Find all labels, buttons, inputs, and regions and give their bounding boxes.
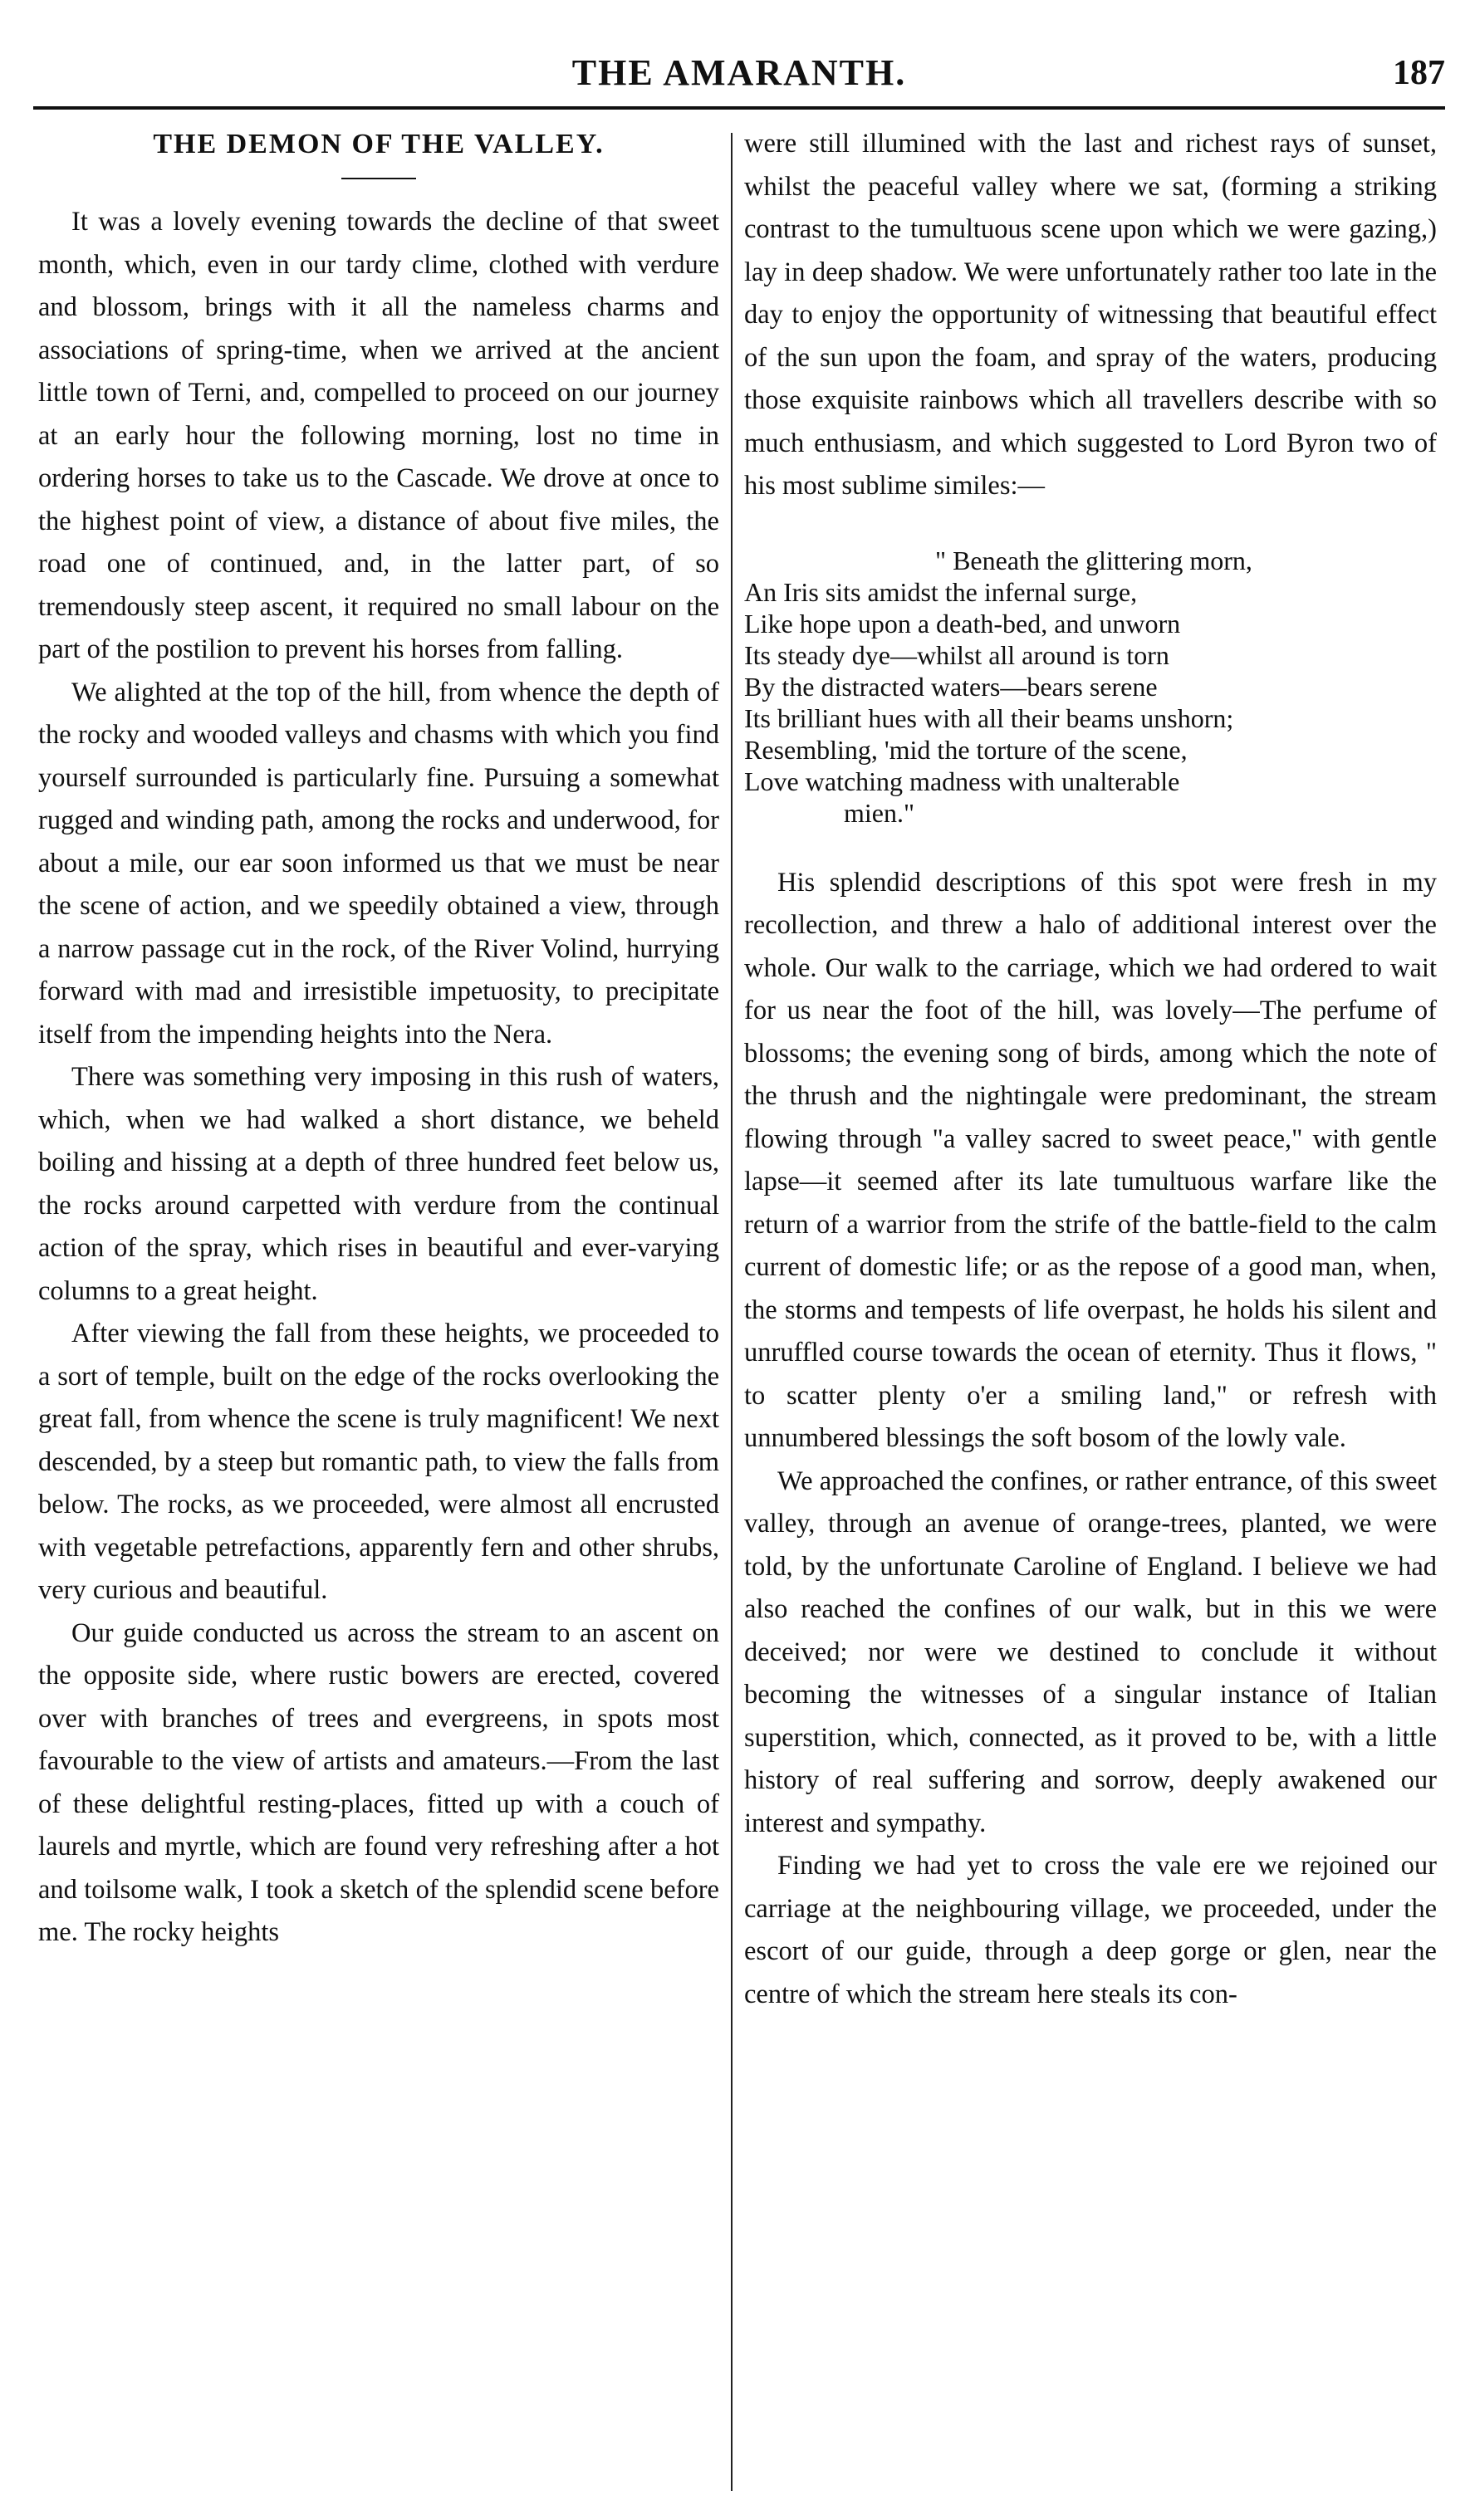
verse-line: Love watching madness with unalterable	[744, 766, 1180, 796]
article-title: THE DEMON OF THE VALLEY.	[153, 129, 605, 159]
running-title: THE AMARANTH.	[571, 52, 907, 93]
paragraph-left-3: There was something very imposing in this rush of waters, which, when we had walked a short distance, we beheld boiling and hissing at a depth of three hundred feet below us, the rocks around carpetted with verdure from the continual action of the spray, which rises in beautiful and ever-varying columns to a great height.	[38, 1062, 719, 1306]
paragraph-left-1: It was a lovely evening towards the decline of that sweet month, which, even in our tardy clime, clothed with verdure and blossom, brings with it all the nameless charms and associations of spring-time, when we arrived at the ancient little town of Terni, and, compelled to proceed on our journey at an early hour the following morning, lost no time in ordering horses to take us to the Cascade. We drove at once to the highest point of view, a distance of about five miles, the road one of continued, and, in the latter part, of so tremendously steep ascent, it required no small labour on the part of the postilion to prevent his horses from falling.	[38, 207, 719, 664]
byron-quotation	[744, 545, 1437, 829]
verse-line: An Iris sits amidst the infernal surge,	[744, 576, 1138, 607]
title-rule	[341, 178, 416, 179]
paragraph-right-continued: were still illumined with the last and richest rays of sunset, whilst the peaceful valley where we sat, (forming a striking contrast to the tumultuous scene upon which we were gazing,) lay in deep shadow. We were unfortunately rather too late in the day to enjoy the opportunity of witnessing that beautiful effect of the sun upon the foam, and spray of the waters, producing those exquisite rainbows which all travellers describe with so much enthusiasm, and which suggested to Lord Byron two of his most sublime similes:—	[744, 129, 1437, 501]
verse-line: Resembling, 'mid the torture of the scene,	[744, 734, 1188, 765]
verse-line: By the distracted waters—bears serene	[744, 671, 1158, 702]
paragraph-right-2: We approached the confines, or rather entrance, of this sweet valley, through an avenue of orange-trees, planted, we were told, by the unfortunate Caroline of England. I believe we had also reached the confines of our walk, but in this we were deceived; nor were we destined to conclude it without becoming the witnesses of a singular instance of Italian superstition, which, connected, as it proved to be, with a little history of real suffering and sorrow, deeply awakened our interest and sympathy.	[744, 1466, 1437, 1838]
right-column	[744, 123, 1437, 2016]
left-column	[38, 123, 719, 1955]
verse-line: " Beneath the glittering morn,	[935, 545, 1252, 575]
page-header	[33, 51, 1445, 101]
verse-line: Like hope upon a death-bed, and unworn	[744, 608, 1181, 639]
page-number: 187	[1393, 54, 1445, 92]
column-divider	[731, 133, 733, 2491]
paragraph-left-2: We alighted at the top of the hill, from whence the depth of the rocky and wooded valleys and chasms with which you find yourself surrounded is particularly fine. Pursuing a somewhat rugged and winding path, among the rocks and underwood, for about a mile, our ear soon informed us that we must be near the scene of action, and we speedily obtained a view, through a narrow passage cut in the rock, of the River Volind, hurrying forward with mad and irresistible impetuosity, to precipitate itself from the impending heights into the Nera.	[38, 677, 719, 1050]
verse-line: mien."	[844, 797, 915, 828]
verse-line: Its steady dye—whilst all around is torn	[744, 639, 1169, 670]
verse-line: Its brilliant hues with all their beams unshorn;	[744, 702, 1234, 733]
paragraph-left-4: After viewing the fall from these heights, we proceeded to a sort of temple, built on the edge of the rocks overlooking the great fall, from whence the scene is truly magnificent! We next descended, by a steep but romantic path, to view the falls from below. The rocks, as we proceeded, were almost all encrusted with vegetable petrefactions, apparently fern and other shrubs, very curious and beautiful.	[38, 1319, 719, 1605]
header-rule	[33, 106, 1445, 110]
paragraph-right-3: Finding we had yet to cross the vale ere we rejoined our carriage at the neighbouring village, we proceeded, under the escort of our guide, through a deep gorge or glen, near the centre of which the stream here steals its con-	[744, 1851, 1437, 2009]
paragraph-left-5: Our guide conducted us across the stream to an ascent on the opposite side, where rustic bowers are erected, covered over with branches of trees and evergreens, in spots most favourable to the view of artists and amateurs.—From the last of these delightful resting-places, fitted up with a couch of laurels and myrtle, which are found very refreshing after a hot and toilsome walk, I took a sketch of the splendid scene before me. The rocky heights	[38, 1617, 719, 1947]
paragraph-right-1: His splendid descriptions of this spot were fresh in my recollection, and threw a halo of additional interest over the whole. Our walk to the carriage, which we had ordered to wait for us near the foot of the hill, was lovely—The perfume of blossoms; the evening song of birds, among which the note of the thrush and the nightingale were predominant, the stream flowing through "a valley sacred to sweet peace," with gentle lapse—it seemed after its late tumultuous warfare like the return of a warrior from the strife of the battle-field to the calm current of domestic life; or as the repose of a good man, when, the storms and tempests of life overpast, he holds his silent and unruffled course towards the ocean of eternity. Thus it flows, " to scatter plenty o'er a smiling land," or refresh with unnumbered blessings the soft bosom of the lowly vale.	[744, 867, 1437, 1453]
